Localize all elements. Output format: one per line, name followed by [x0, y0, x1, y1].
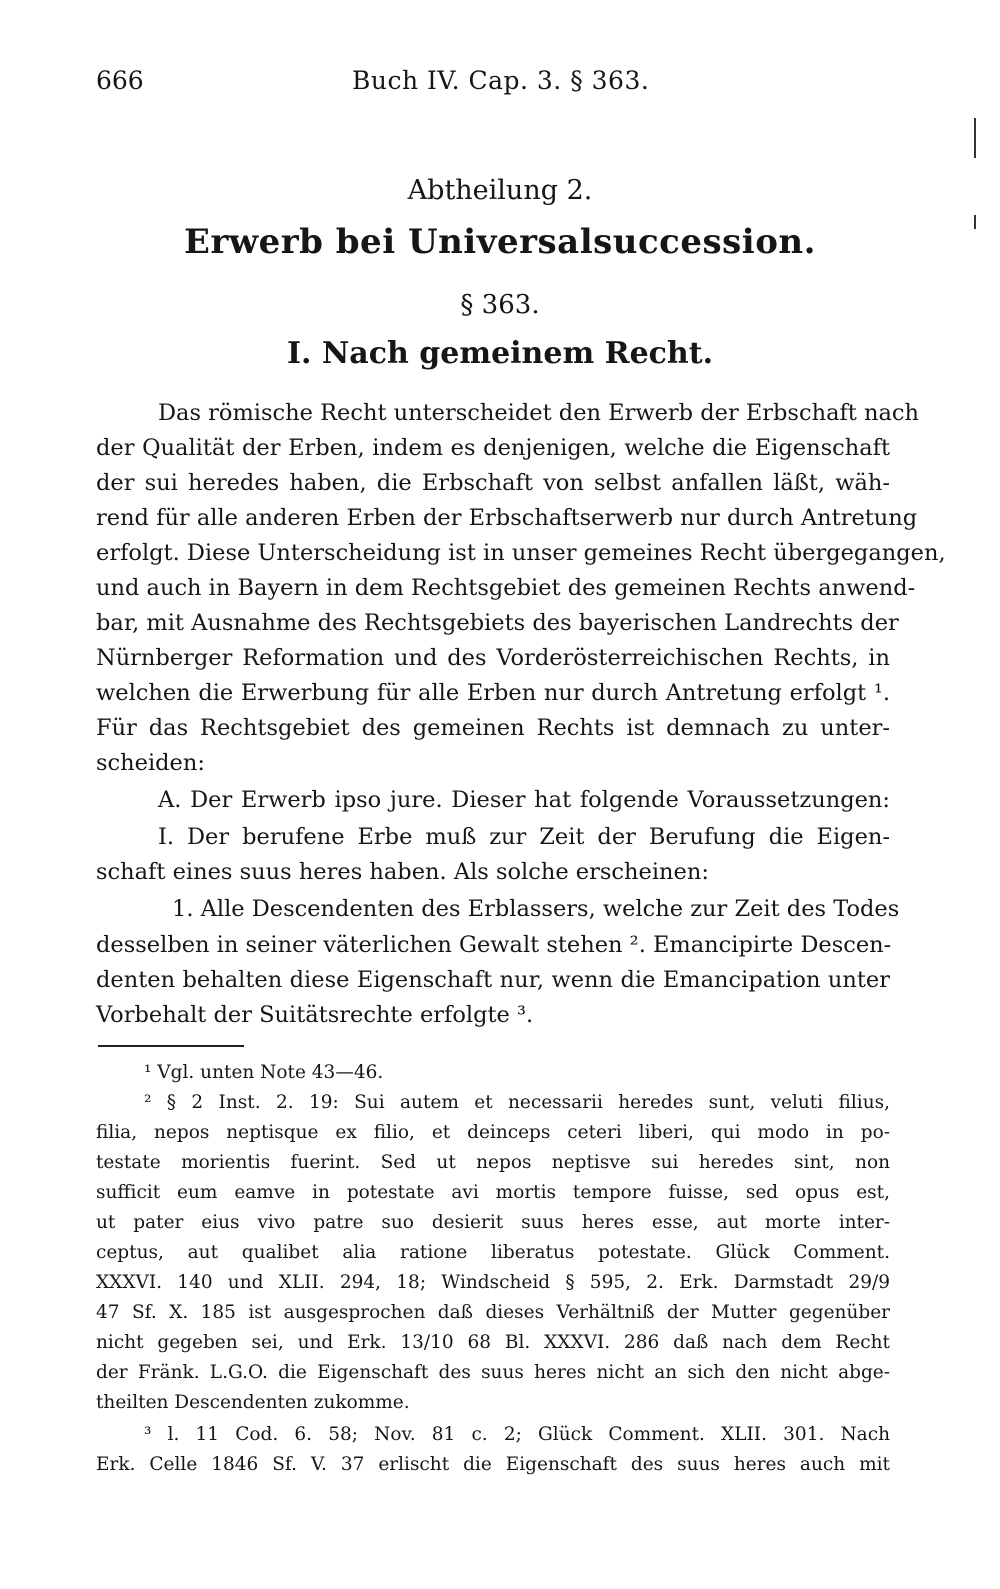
footnote-line: ² § 2 Inst. 2. 19: Sui autem et necessarii heredes sunt, veluti filius,	[144, 1092, 890, 1113]
body-line: der Qualität der Erben, indem es denjenigen, welche die Eigenschaft	[96, 435, 890, 461]
footnote-line: XXXVI. 140 und XLII. 294, 18; Windscheid § 595, 2. Erk. Darmstadt 29/9	[96, 1272, 890, 1293]
footnote-line: ut pater eius vivo patre suo desierit suus heres esse, aut morte inter-	[96, 1212, 890, 1233]
body-line: Für das Rechtsgebiet des gemeinen Rechts ist demnach zu unter-	[96, 715, 890, 741]
body-line: der sui heredes haben, die Erbschaft von selbst anfallen läßt, wäh-	[96, 470, 890, 496]
body-line: A. Der Erwerb ipso jure. Dieser hat folgende Voraussetzungen:	[158, 787, 890, 813]
running-head	[96, 66, 886, 100]
body-line: Nürnberger Reformation und des Vorderösterreichischen Rechts, in	[96, 645, 890, 671]
footnote-line: der Fränk. L.G.O. die Eigenschaft des suus heres nicht an sich den nicht abge-	[96, 1362, 890, 1383]
section-number: § 363.	[460, 290, 540, 320]
body-line: denten behalten diese Eigenschaft nur, wenn die Emancipation unter	[96, 967, 890, 993]
body-line: Das römische Recht unterscheidet den Erwerb der Erbschaft nach	[158, 400, 920, 426]
running-title: Buch IV. Cap. 3. § 363.	[352, 66, 650, 95]
footnote-line: ¹ Vgl. unten Note 43—46.	[144, 1062, 384, 1083]
body-line: erfolgt. Diese Unterscheidung ist in unser gemeines Recht übergegangen,	[96, 540, 946, 566]
footnote-rule	[98, 1045, 244, 1047]
chapter-title: Erwerb bei Universalsuccession.	[184, 222, 816, 262]
footnote-line: ceptus, aut qualibet alia ratione liberatus potestate. Glück Comment.	[96, 1242, 890, 1263]
footnote-line: testate morientis fuerint. Sed ut nepos neptisve sui heredes sint, non	[96, 1152, 890, 1173]
body-line: und auch in Bayern in dem Rechtsgebiet des gemeinen Rechts anwend-	[96, 575, 916, 601]
body-line: schaft eines suus heres haben. Als solche erscheinen:	[96, 859, 709, 885]
body-line: desselben in seiner väterlichen Gewalt stehen ². Emancipirte Descen-	[96, 932, 892, 958]
body-line: scheiden:	[96, 750, 205, 776]
footnote-line: nicht gegeben sei, und Erk. 13/10 68 Bl. XXXVI. 286 daß nach dem Recht	[96, 1332, 890, 1353]
body-line: I. Der berufene Erbe muß zur Zeit der Berufung die Eigen-	[158, 824, 890, 850]
footnote-line: theilten Descendenten zukomme.	[96, 1392, 410, 1413]
body-line: welchen die Erwerbung für alle Erben nur durch Antretung erfolgt ¹.	[96, 680, 890, 706]
footnote-line: sufficit eum eamve in potestate avi mortis tempore fuisse, sed opus est,	[96, 1182, 890, 1203]
division-heading: Abtheilung 2.	[407, 175, 593, 206]
page-number: 666	[96, 66, 144, 95]
body-line: Vorbehalt der Suitätsrechte erfolgte ³.	[96, 1002, 534, 1028]
footnote-line: filia, nepos neptisque ex filio, et deinceps ceteri liberi, qui modo in po-	[96, 1122, 890, 1143]
footnote-line: Erk. Celle 1846 Sf. V. 37 erlischt die Eigenschaft des suus heres auch mit	[96, 1454, 890, 1475]
footnote-line: 47 Sf. X. 185 ist ausgesprochen daß dieses Verhältniß der Mutter gegenüber	[96, 1302, 890, 1323]
footnote-line: ³ l. 11 Cod. 6. 58; Nov. 81 c. 2; Glück Comment. XLII. 301. Nach	[144, 1424, 890, 1445]
section-title: I. Nach gemeinem Recht.	[286, 336, 714, 371]
body-line: 1. Alle Descendenten des Erblassers, welche zur Zeit des Todes	[172, 896, 900, 922]
margin-mark	[974, 118, 976, 158]
body-line: bar, mit Ausnahme des Rechtsgebiets des bayerischen Landrechts der	[96, 610, 899, 636]
body-line: rend für alle anderen Erben der Erbschaftserwerb nur durch Antretung	[96, 505, 918, 531]
